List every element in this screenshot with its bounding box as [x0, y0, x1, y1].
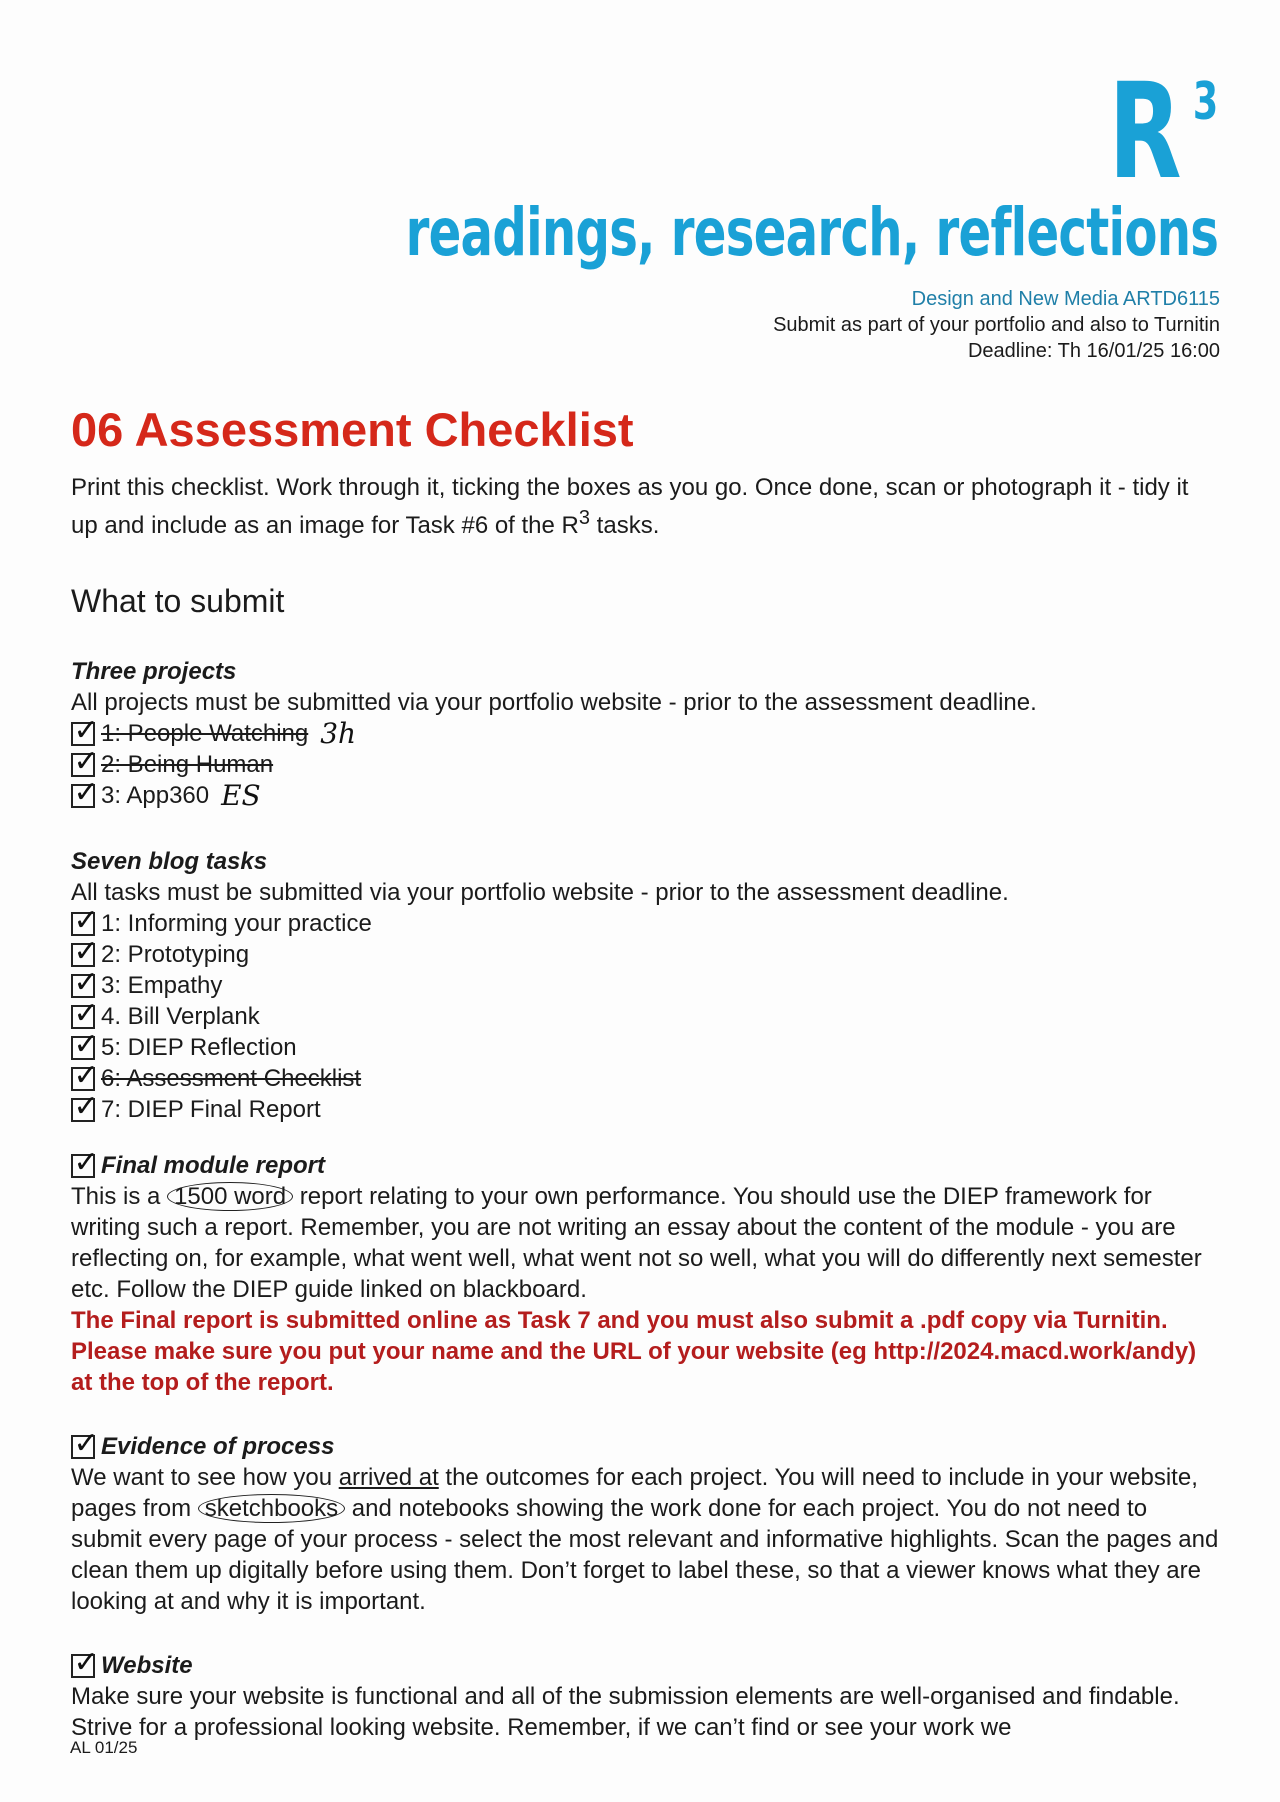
item-label: 4. Bill Verplank: [101, 1003, 260, 1030]
deadline: Deadline: Th 16/01/25 16:00: [967, 340, 1220, 362]
handwritten-note: ES: [221, 779, 261, 812]
item-label: 3: App360: [101, 782, 210, 809]
tick-mark-icon: ✓: [73, 903, 99, 937]
evidence-header[interactable]: [71, 1427, 1221, 1462]
checklist-item[interactable]: [71, 996, 1221, 1032]
tick-mark-icon: ✓: [73, 713, 99, 747]
item-label: 1: People Watching: [101, 720, 309, 747]
checklist-item[interactable]: [71, 775, 1221, 812]
checkbox[interactable]: [71, 1089, 99, 1123]
header-meta: [773, 286, 1220, 364]
intro-text: Print this checklist. Work through it, ticking the boxes as you go. Once done, scan or photograph it - tidy it up and include as an image for Task #6 of the $R^3$ tasks.: [71, 474, 1189, 539]
checklist-item[interactable]: [71, 934, 1221, 970]
checkbox[interactable]: [71, 934, 99, 968]
tick-mark-icon: ✓: [73, 1027, 99, 1061]
item-label: 5: DIEP Reflection: [101, 1034, 297, 1061]
course-name: Design and New Media ARTD6115: [911, 288, 1220, 310]
handwritten-note: 3h: [320, 717, 357, 750]
checklist-item[interactable]: [71, 903, 1221, 939]
checklist-item[interactable]: [71, 1027, 1221, 1063]
checkbox[interactable]: [71, 775, 99, 809]
circled-annotation: sketchbooks: [198, 1494, 345, 1523]
main-content: [71, 400, 1221, 1743]
item-label: 1: Informing your practice: [101, 910, 372, 937]
checklist-item[interactable]: [71, 744, 1221, 780]
tick-mark-icon: ✓: [73, 965, 99, 999]
evidence-heading: Evidence of process: [101, 1433, 335, 1460]
tick-mark-icon: ✓: [73, 775, 99, 809]
tick-mark-icon: ✓: [73, 1427, 99, 1460]
final-report-header[interactable]: [71, 1146, 1221, 1181]
blog-heading: Seven blog tasks: [71, 848, 268, 875]
item-label: 2: Being Human: [101, 751, 274, 778]
projects-heading: Three projects: [71, 658, 237, 685]
submit-note: Submit as part of your portfolio and also to Turnitin: [773, 314, 1220, 336]
logo-superscript: 3: [1192, 72, 1218, 132]
tick-mark-icon: ✓: [73, 1646, 99, 1679]
tick-mark-icon: ✓: [73, 1146, 99, 1179]
checkbox[interactable]: [71, 744, 99, 778]
final-report-text: This is a 1500 word report relating to your own performance. You should use the DIEP framework for writing such a report. Remember, you are not writing an essay about the content of the module - you are reflecting on, for example, what went well, what went not so well, what you will do differently next semester etc. Follow the DIEP guide linked on blackboard.: [71, 1183, 1202, 1303]
underlined-annotation: arrived at: [338, 1464, 439, 1491]
projects-section: [71, 657, 1221, 811]
website-header[interactable]: [71, 1646, 1221, 1681]
website-section: [71, 1646, 1221, 1743]
blog-description: All tasks must be submitted via your portfolio website - prior to the assessment deadline.: [71, 879, 1009, 906]
final-report-heading: Final module report: [101, 1152, 326, 1179]
item-label: 7: DIEP Final Report: [101, 1096, 321, 1123]
website-heading: Website: [101, 1652, 193, 1679]
tick-mark-icon: ✓: [73, 1089, 99, 1123]
tick-mark-icon: ✓: [73, 996, 99, 1030]
blog-section: [71, 847, 1221, 1125]
checkbox[interactable]: [71, 1427, 99, 1460]
tick-mark-icon: ✓: [73, 744, 99, 778]
page-title: 06 Assessment Checklist: [71, 403, 634, 456]
checkbox[interactable]: [71, 965, 99, 999]
footer-code: AL 01/25: [70, 1738, 138, 1757]
projects-list: [71, 713, 1221, 812]
checklist-item[interactable]: [71, 1058, 1221, 1094]
checklist-item[interactable]: [71, 1089, 1221, 1125]
tick-mark-icon: ✓: [73, 934, 99, 968]
evidence-section: [71, 1427, 1221, 1617]
projects-description: All projects must be submitted via your portfolio website - prior to the assessment deadline.: [71, 689, 1037, 716]
checkbox[interactable]: [71, 1058, 99, 1092]
evidence-text: We want to see how you arrived at the outcomes for each project. You will need to include in your website, pages from sketchbooks and notebooks showing the work done for each project. You do not need to submit every page of your process - select the most relevant and informative highlights. Scan the pages and clean them up digitally before using them. Don’t forget to label these, so that a viewer knows what they are looking at and why it is important.: [71, 1464, 1219, 1615]
website-text: Make sure your website is functional and all of the submission elements are well-organised and findable. Strive for a professional looking website. Remember, if we can’t find or see your work we: [71, 1683, 1180, 1741]
checkbox[interactable]: [71, 1146, 99, 1179]
checkbox[interactable]: [71, 996, 99, 1030]
final-report-note: The Final report is submitted online as Task 7 and you must also submit a .pdf copy via Turnitin. Please make sure you put your name and the URL of your website (eg http://2024.macd.work/andy) at the top of the report.: [71, 1307, 1197, 1396]
tick-mark-icon: ✓: [73, 1058, 99, 1092]
checklist-item[interactable]: [71, 965, 1221, 1001]
blog-list: [71, 903, 1221, 1125]
checklist-item[interactable]: [71, 713, 1221, 750]
item-label: 6: Assessment Checklist: [101, 1065, 362, 1092]
logo-letter: R: [1108, 55, 1182, 209]
item-label: 2: Prototyping: [101, 941, 250, 968]
item-label: 3: Empathy: [101, 972, 223, 999]
logo-tagline: readings, research, reflections: [405, 194, 1218, 271]
checkbox[interactable]: [71, 903, 99, 937]
section-heading: What to submit: [71, 583, 285, 619]
checkbox[interactable]: [71, 1646, 99, 1679]
final-report-section: [71, 1146, 1221, 1398]
checkbox[interactable]: [71, 713, 99, 747]
circled-annotation: 1500 word: [167, 1182, 293, 1211]
checkbox[interactable]: [71, 1027, 99, 1061]
